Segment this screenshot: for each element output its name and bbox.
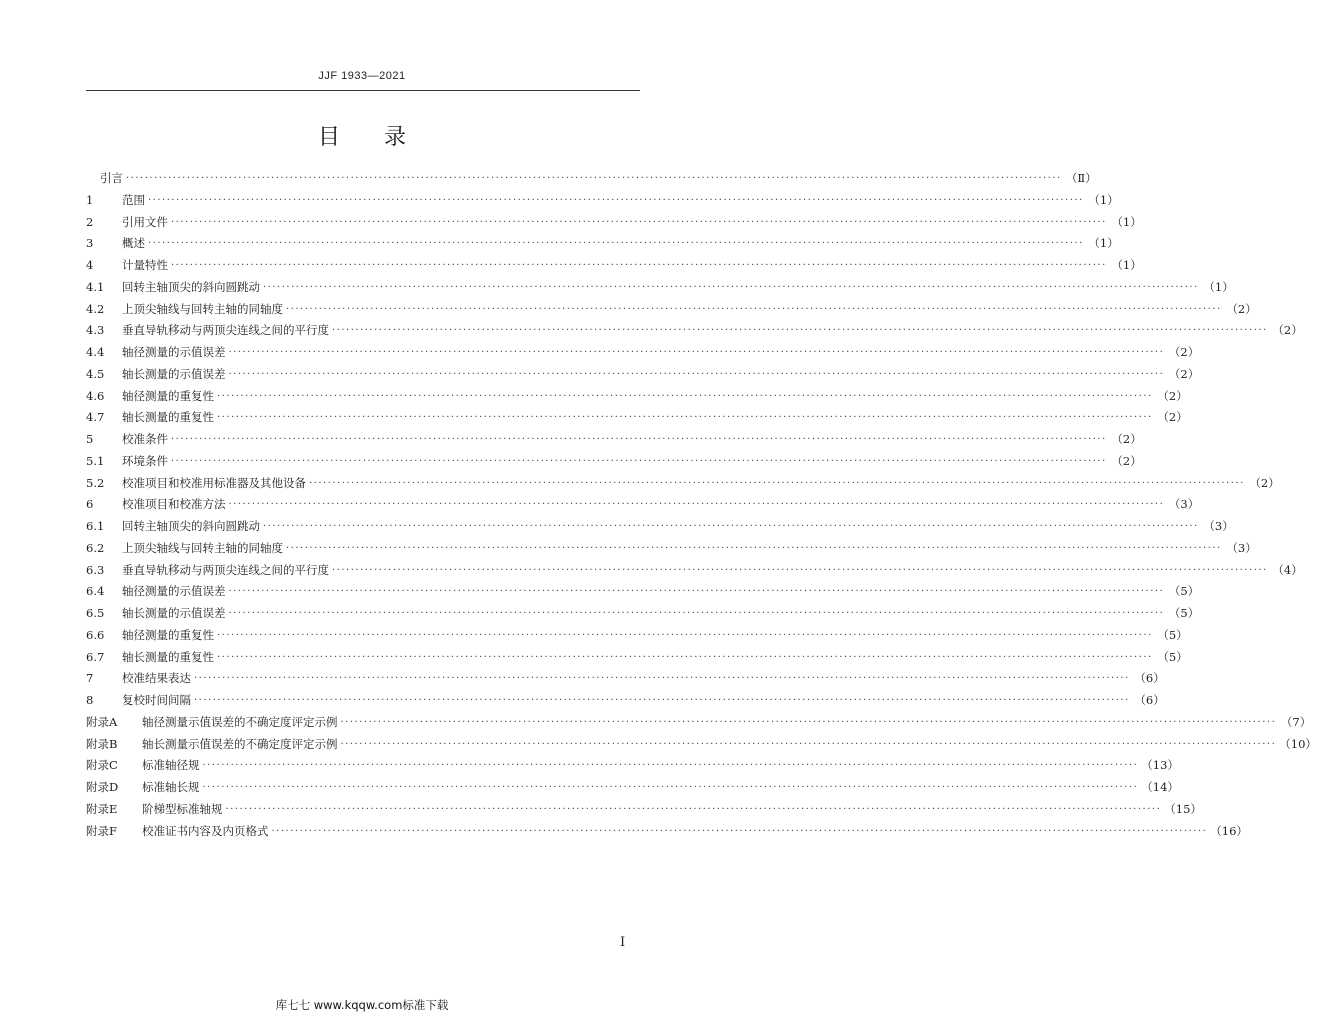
toc-entry-title: 轴长测量的重复性 (122, 410, 214, 425)
toc-entry-title: 概述 (122, 236, 145, 251)
toc-entry-number: 6.5 (86, 606, 105, 620)
toc-entry-page: （4） (1272, 562, 1303, 577)
toc-entry[interactable] (86, 560, 1303, 582)
toc-entry-title: 计量特性 (122, 258, 168, 272)
toc-entry-title: 标准轴长规 (142, 780, 200, 794)
footer-watermark: 库七七 www.kqqw.com标准下载 (275, 998, 449, 1012)
toc-entry[interactable] (86, 799, 1202, 821)
toc-entry[interactable] (86, 342, 1200, 364)
toc-entry-title: 回转主轴顶尖的斜向圆跳动 (122, 519, 260, 533)
toc-entry-page: （14） (1141, 780, 1179, 794)
toc-entry-title: 轴径测量的示值误差 (122, 584, 226, 599)
toc-entry-title: 垂直导轨移动与两顶尖连线之间的平行度 (122, 323, 329, 338)
toc-entry[interactable] (86, 668, 1165, 690)
toc-entry[interactable] (86, 581, 1200, 603)
toc-entry-page: （5） (1168, 606, 1200, 620)
toc-entry-page: （6） (1134, 693, 1165, 707)
dot-leader: ········································································································································································································ (340, 738, 1277, 750)
toc-entry-number: 4.1 (86, 279, 105, 294)
dot-leader: ········································································································································································································ (171, 455, 1107, 467)
toc-entry-title: 回转主轴顶尖的斜向圆跳动 (122, 279, 260, 294)
toc-entry-number: 6.3 (86, 562, 105, 577)
toc-entry[interactable] (86, 538, 1257, 560)
toc-entry[interactable] (86, 277, 1234, 299)
toc-entry-title: 阶梯型标准轴规 (142, 801, 223, 816)
toc-entry-page: （13） (1141, 758, 1179, 773)
toc-entry[interactable] (86, 255, 1142, 277)
dot-leader: ········································································································································································································ (286, 303, 1222, 315)
dot-leader: ········································································································································································································ (286, 542, 1222, 554)
toc-entry-number: 附录A (86, 714, 118, 729)
toc-entry-title: 校准项目和校准用标准器及其他设备 (122, 475, 306, 490)
toc-entry-title: 校准项目和校准方法 (122, 497, 226, 512)
toc-entry-title: 环境条件 (122, 453, 168, 468)
toc-entry-title: 校准结果表达 (122, 671, 191, 686)
dot-leader: ········································································································································································································ (309, 477, 1245, 489)
toc-entry-number: 4.2 (86, 301, 105, 316)
dot-leader: ········································································································································································································ (228, 368, 1165, 380)
toc-entry-number: 6 (86, 497, 94, 512)
toc-entry-page: （2） (1168, 345, 1200, 359)
dot-leader: ········································································································································································································ (263, 281, 1199, 293)
toc-entry-page: （5） (1157, 649, 1188, 664)
toc-entry-number: 2 (86, 214, 94, 229)
toc-entry-number: 5 (86, 432, 94, 446)
dot-leader: ········································································································································································································ (217, 390, 1153, 402)
toc-entry-number: 6.6 (86, 627, 105, 642)
toc-entry-page: （3） (1168, 497, 1200, 512)
dot-leader: ········································································································································································································ (171, 434, 1107, 445)
toc-entry[interactable] (86, 473, 1280, 495)
toc-entry-number: 3 (86, 236, 94, 251)
toc-entry[interactable] (86, 821, 1248, 843)
toc-entry-page: （6） (1134, 671, 1165, 686)
toc-entry-page: （1） (1203, 279, 1234, 294)
toc-entry-page: （2） (1226, 301, 1257, 316)
toc-entry[interactable] (86, 212, 1142, 234)
dot-leader: ········································································································································································································ (202, 760, 1139, 772)
toc-entry-title: 引用文件 (122, 214, 168, 229)
toc-entry-title: 轴径测量示值误差的不确定度评定示例 (142, 714, 338, 729)
table-of-contents (86, 168, 1317, 842)
toc-entry-page: （Ⅱ） (1065, 171, 1097, 185)
toc-entry[interactable] (86, 690, 1165, 712)
toc-entry[interactable] (86, 386, 1188, 408)
document-code: JJF 1933—2021 (318, 70, 406, 82)
toc-entry-number: 附录D (86, 780, 119, 794)
dot-leader: ········································································································································································································ (263, 521, 1199, 532)
toc-entry-title: 上顶尖轴线与回转主轴的同轴度 (122, 540, 283, 555)
toc-entry[interactable] (86, 712, 1312, 734)
toc-entry-page: （15） (1164, 801, 1202, 816)
dot-leader: ········································································································································································································ (228, 608, 1165, 619)
toc-entry-page: （10） (1279, 736, 1317, 751)
toc-entry-title: 范围 (122, 192, 145, 207)
dot-leader: ········································································································································································································ (194, 695, 1130, 706)
toc-entry-number: 6.1 (86, 519, 105, 533)
toc-entry-title: 轴长测量的示值误差 (122, 366, 226, 381)
dot-leader: ········································································································································································································ (202, 782, 1139, 793)
toc-entry-page: （3） (1226, 540, 1257, 555)
toc-entry-number: 附录C (86, 758, 118, 773)
toc-entry[interactable] (86, 320, 1303, 342)
toc-entry-number: 5.1 (86, 453, 105, 468)
toc-entry-title: 轴径测量的重复性 (122, 627, 214, 642)
toc-entry[interactable] (86, 647, 1188, 669)
toc-entry-title: 校准证书内容及内页格式 (142, 823, 269, 838)
page-number: I (620, 935, 626, 950)
toc-entry-number: 4.6 (86, 388, 105, 403)
toc-entry[interactable] (86, 734, 1317, 756)
toc-entry-number: 6.2 (86, 540, 105, 555)
toc-entry-page: （2） (1272, 323, 1303, 338)
toc-entry[interactable] (86, 364, 1200, 386)
dot-leader: ········································································································································································································ (217, 651, 1153, 663)
toc-entry-title: 标准轴径规 (142, 758, 200, 773)
dot-leader: ········································································································································································································ (171, 260, 1107, 271)
toc-entry-page: （2） (1168, 366, 1200, 381)
toc-entry-number: 6.7 (86, 649, 105, 664)
toc-entry[interactable] (86, 429, 1142, 451)
toc-entry-number: 附录B (86, 736, 118, 751)
dot-leader: ········································································································································································································ (271, 825, 1208, 837)
toc-entry-title: 上顶尖轴线与回转主轴的同轴度 (122, 301, 283, 316)
toc-entry-number: 附录E (86, 801, 118, 816)
page-title: 目录 (317, 125, 450, 150)
dot-leader: ········································································································································································································ (228, 499, 1165, 511)
toc-entry-title: 轴长测量示值误差的不确定度评定示例 (142, 736, 338, 751)
toc-entry-title: 轴径测量的重复性 (122, 388, 214, 403)
dot-leader: ········································································································································································································ (225, 803, 1162, 815)
toc-entry[interactable] (86, 516, 1234, 538)
toc-entry[interactable] (86, 451, 1142, 473)
toc-entry-title: 轴长测量的示值误差 (122, 606, 226, 620)
toc-entry-page: （1） (1111, 214, 1142, 229)
toc-entry-number: 5.2 (86, 475, 105, 490)
toc-entry-page: （16） (1210, 823, 1248, 838)
dot-leader: ········································································································································································································ (171, 216, 1107, 228)
toc-entry-number: 4 (86, 258, 94, 272)
toc-entry-title: 引言 (100, 171, 123, 185)
toc-entry-title: 轴长测量的重复性 (122, 649, 214, 664)
toc-entry-page: （5） (1157, 627, 1188, 642)
dot-leader: ········································································································································································································ (126, 173, 1062, 184)
dot-leader: ········································································································································································································ (332, 564, 1268, 576)
toc-entry[interactable] (86, 407, 1188, 429)
dot-leader: ········································································································································································································ (217, 629, 1153, 641)
toc-entry[interactable] (86, 190, 1119, 212)
header-divider (86, 90, 640, 91)
dot-leader: ········································································································································································································ (228, 347, 1165, 358)
toc-entry[interactable] (86, 494, 1200, 516)
toc-entry[interactable] (86, 603, 1200, 625)
dot-leader: ········································································································································································································ (148, 194, 1084, 206)
toc-entry-number: 4.3 (86, 323, 105, 338)
toc-entry-page: （2） (1157, 388, 1188, 403)
toc-entry[interactable] (86, 777, 1179, 799)
toc-entry[interactable] (86, 625, 1188, 647)
toc-entry-page: （1） (1088, 192, 1119, 207)
dot-leader: ········································································································································································································ (340, 716, 1277, 728)
toc-entry-page: （2） (1157, 410, 1188, 425)
toc-entry-number: 4.4 (86, 345, 105, 359)
toc-entry-number: 1 (86, 192, 94, 207)
toc-entry-title: 校准条件 (122, 432, 168, 446)
toc-entry[interactable] (86, 168, 1097, 190)
toc-entry[interactable] (86, 755, 1179, 777)
dot-leader: ········································································································································································································ (217, 412, 1153, 424)
toc-entry-title: 轴径测量的示值误差 (122, 345, 226, 359)
dot-leader: ········································································································································································································ (148, 238, 1084, 250)
toc-entry-number: 4.5 (86, 366, 105, 381)
toc-entry-page: （1） (1111, 258, 1142, 272)
toc-entry-number: 7 (86, 671, 94, 686)
toc-entry-page: （3） (1203, 519, 1234, 533)
toc-entry-page: （7） (1280, 714, 1312, 729)
toc-entry-number: 8 (86, 693, 94, 707)
toc-entry-number: 6.4 (86, 584, 105, 599)
toc-entry[interactable] (86, 233, 1119, 255)
toc-entry-title: 复校时间间隔 (122, 693, 191, 707)
dot-leader: ········································································································································································································ (332, 325, 1268, 337)
dot-leader: ········································································································································································································ (228, 586, 1165, 598)
toc-entry-number: 附录F (86, 823, 117, 838)
toc-entry-page: （1） (1088, 236, 1119, 251)
toc-entry-number: 4.7 (86, 410, 105, 425)
toc-entry-page: （2） (1111, 432, 1142, 446)
toc-entry-page: （5） (1168, 584, 1200, 599)
dot-leader: ········································································································································································································ (194, 673, 1130, 685)
toc-entry[interactable] (86, 299, 1257, 321)
toc-entry-page: （2） (1249, 475, 1280, 490)
toc-entry-page: （2） (1111, 453, 1142, 468)
toc-entry-title: 垂直导轨移动与两顶尖连线之间的平行度 (122, 562, 329, 577)
